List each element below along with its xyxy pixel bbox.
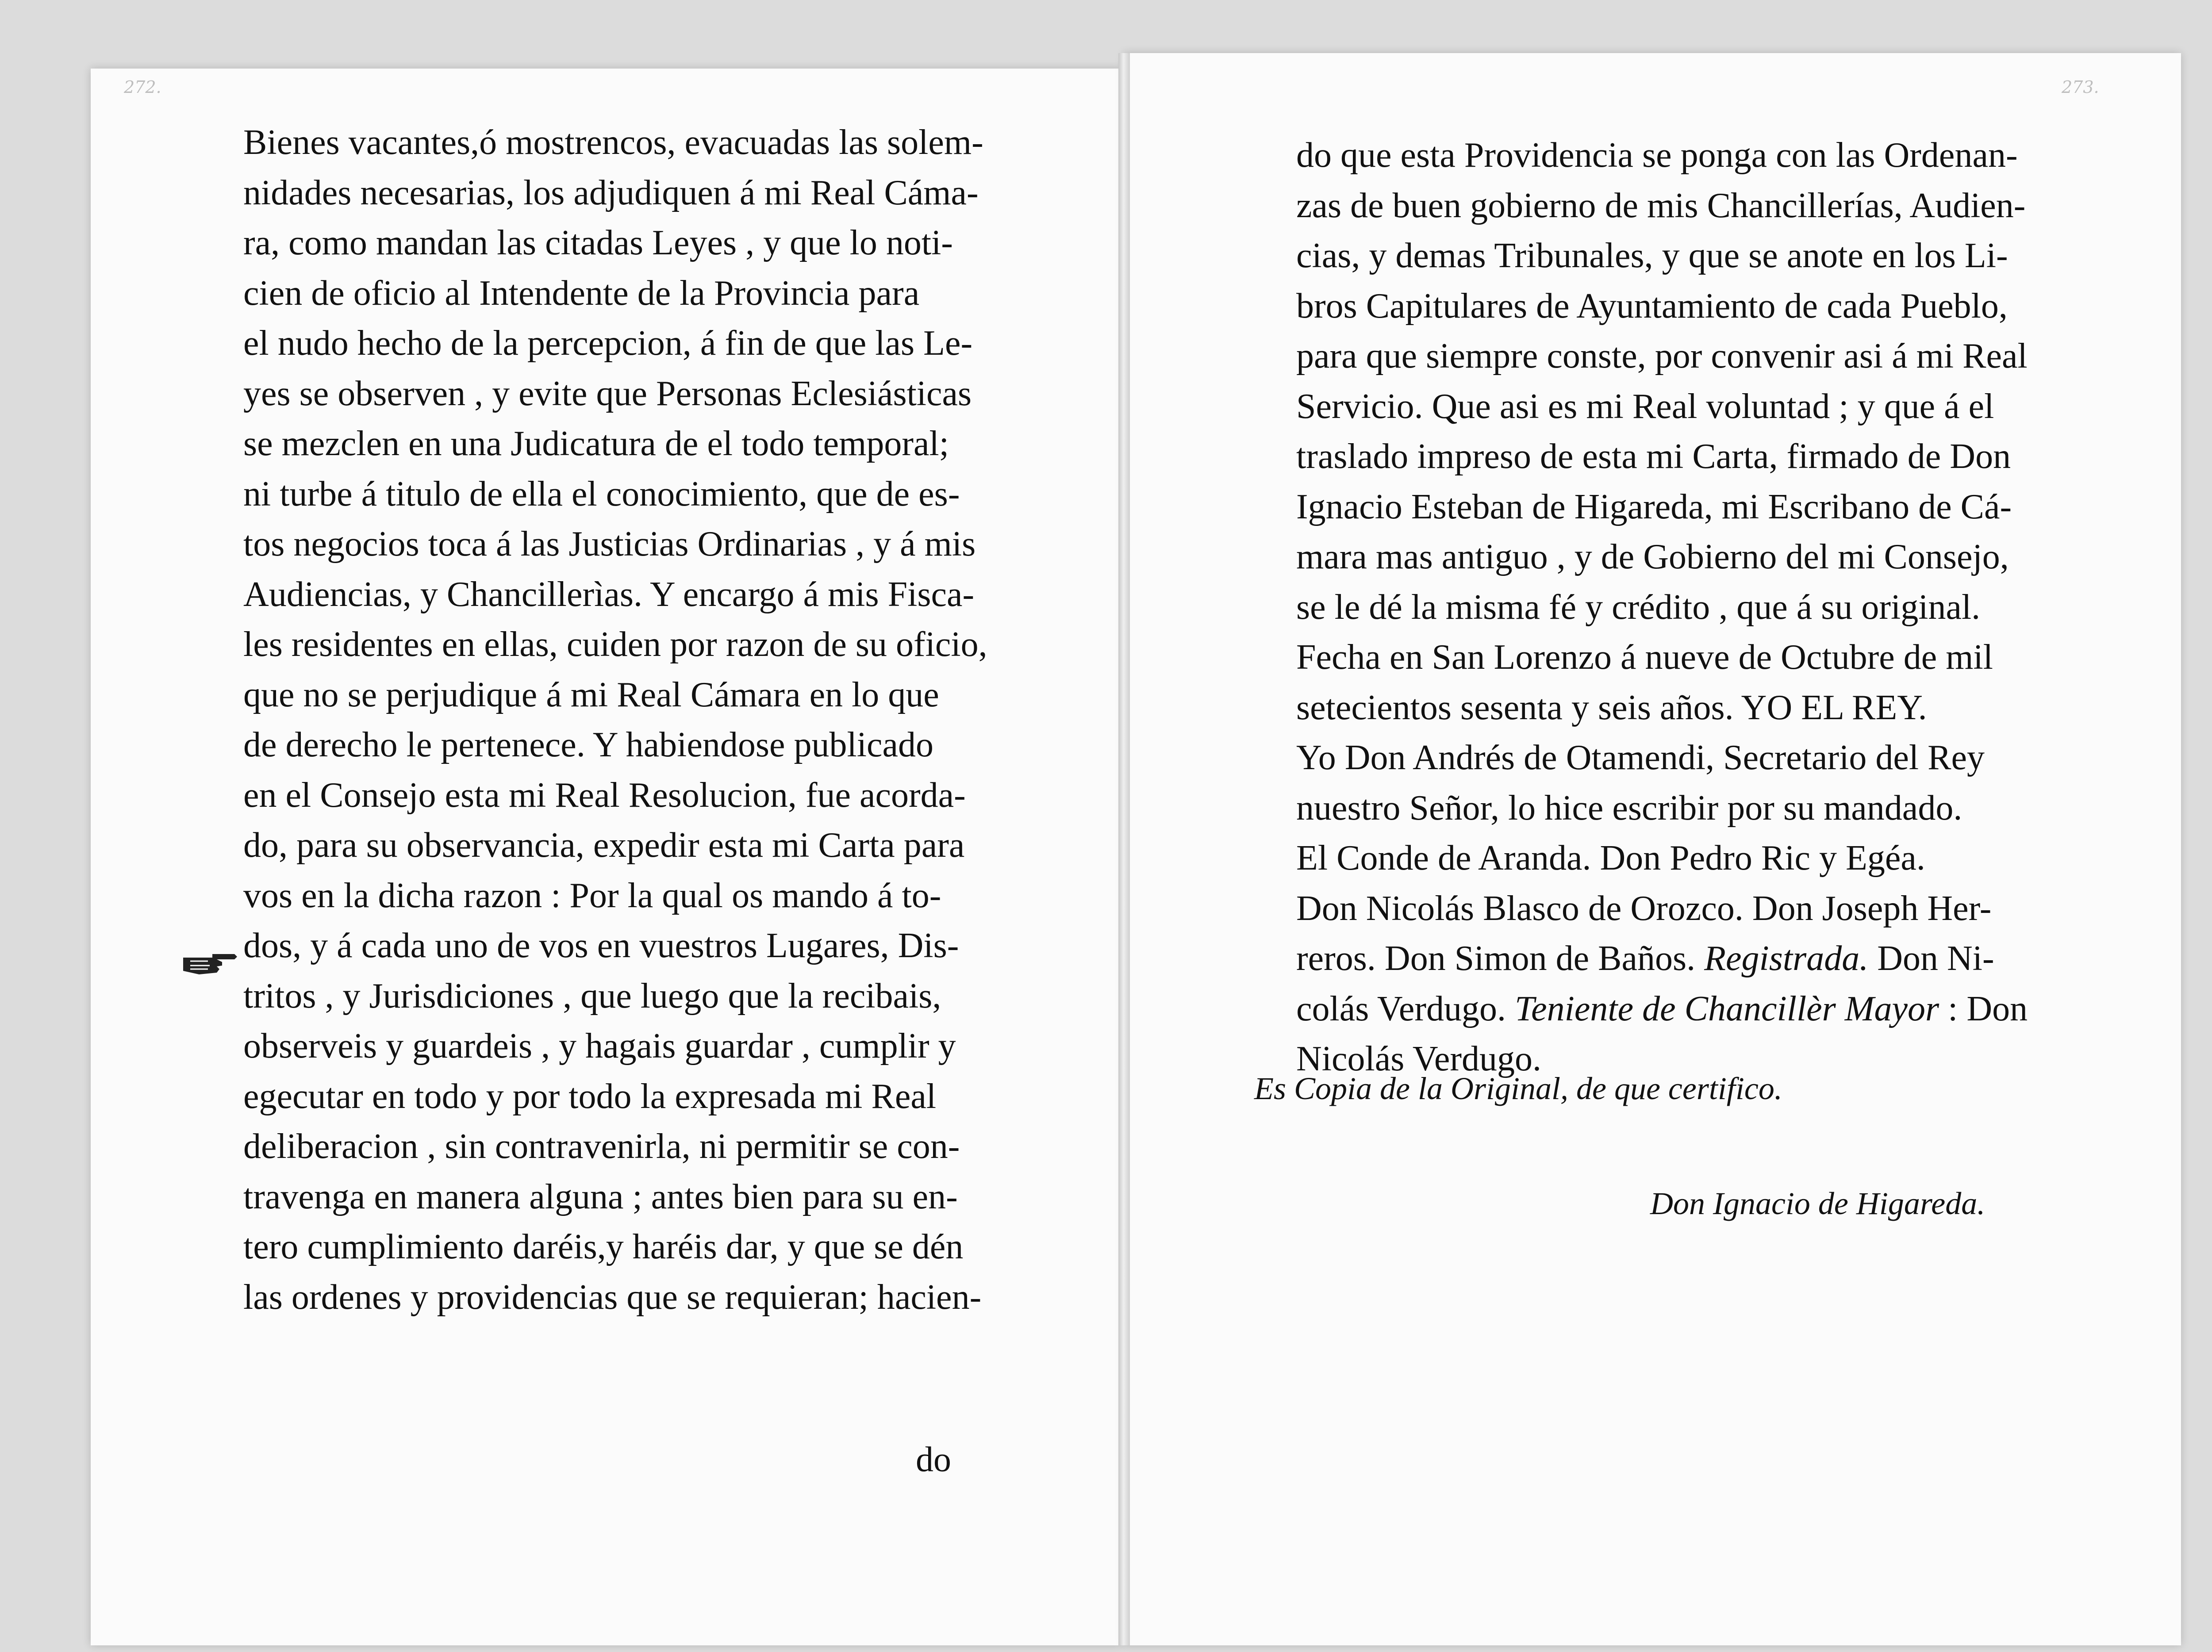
left-text-line: tritos , y Jurisdiciones , que luego que la recibais, xyxy=(243,976,941,1016)
left-page-text xyxy=(243,118,987,1322)
right-text-line: traslado impreso de esta mi Carta, firmado de Don xyxy=(1296,437,2011,476)
right-text-line: Yo Don Andrés de Otamendi, Secretario del Rey xyxy=(1296,738,1985,777)
left-text-line: cien de oficio al Intendente de la Provincia para xyxy=(243,273,920,313)
left-text-line: vos en la dicha razon : Por la qual os mando á to- xyxy=(243,876,941,915)
right-text-line: El Conde de Aranda. Don Pedro Ric y Egéa. xyxy=(1296,839,1925,878)
line-part: colás Verdugo. xyxy=(1296,989,1515,1028)
right-text-line: para que siempre conste, por convenir asi á mi Real xyxy=(1296,337,2028,376)
manicule-pointing-hand-icon xyxy=(181,949,239,980)
folio-number-left: 272. xyxy=(124,77,161,97)
left-text-line: que no se perjudique á mi Real Cámara en lo que xyxy=(243,675,939,714)
right-text-line: Servicio. Que asi es mi Real voluntad ; y que á el xyxy=(1296,387,1994,426)
left-text-line: travenga en manera alguna ; antes bien para su en- xyxy=(243,1177,958,1216)
right-text-line: Don Nicolás Blasco de Orozco. Don Joseph Her- xyxy=(1296,889,1992,928)
left-text-line: se mezclen en una Judicatura de el todo temporal; xyxy=(243,424,949,463)
left-text-line: deliberacion , sin contravenirla, ni permitir se con- xyxy=(243,1127,960,1166)
left-text-line: Bienes vacantes,ó mostrencos, evacuadas las solem- xyxy=(243,123,983,162)
left-text-line: yes se observen , y evite que Personas Eclesiásticas xyxy=(243,374,972,413)
registrada-italic: Registrada. xyxy=(1695,939,1869,978)
right-text-line: setecientos sesenta y seis años. YO EL REY. xyxy=(1296,688,1927,727)
left-text-line: egecutar en todo y por todo la expresada mi Real xyxy=(243,1077,937,1116)
book-gutter xyxy=(1118,53,1130,1645)
right-page-text xyxy=(1296,130,2028,1085)
catchword: do xyxy=(916,1440,951,1479)
left-text-line: do, para su observancia, expedir esta mi Carta para xyxy=(243,826,965,865)
certification-italic: Es Copia de la Original xyxy=(1254,1071,1561,1106)
left-text-line: ra, como mandan las citadas Leyes , y que lo noti- xyxy=(243,223,953,262)
right-text-line: reros. Don Simon de Baños. Registrada. Don Ni- xyxy=(1296,939,1994,978)
signature-line: Don Ignacio de Higareda. xyxy=(1650,1186,1985,1221)
left-text-line: las ordenes y providencias que se requieran; hacien- xyxy=(243,1277,982,1317)
right-text-line: zas de buen gobierno de mis Chancillerías, Audien- xyxy=(1296,186,2026,225)
right-text-line: bros Capitulares de Ayuntamiento de cada Pueblo, xyxy=(1296,286,2008,326)
right-text-line: se le dé la misma fé y crédito , que á su original. xyxy=(1296,587,1981,627)
left-text-line: les residentes en ellas, cuiden por razon de su oficio, xyxy=(243,625,987,664)
certification-rest: , de que certifico. xyxy=(1560,1071,1782,1106)
folio-number-right: 273. xyxy=(2062,77,2099,97)
right-text-line: Fecha en San Lorenzo á nueve de Octubre de mil xyxy=(1296,638,1993,677)
left-text-line: Audiencias, y Chancillerìas. Y encargo á mis Fisca- xyxy=(243,575,975,614)
right-text-line xyxy=(1296,984,2028,1035)
left-text-line: tos negocios toca á las Justicias Ordinarias , y á mis xyxy=(243,525,976,563)
right-text-line: Nicolás Verdugo. xyxy=(1296,1039,1541,1078)
left-text-line: de derecho le pertenece. Y habiendose publicado xyxy=(243,725,933,764)
line-part: : Don xyxy=(1939,989,2028,1028)
right-text-line: mara mas antiguo , y de Gobierno del mi Consejo, xyxy=(1296,537,2009,576)
left-text-line: en el Consejo esta mi Real Resolucion, fue acorda- xyxy=(243,775,966,815)
left-text-line: el nudo hecho de la percepcion, á fin de que las Le- xyxy=(243,324,973,363)
left-text-line: ni turbe á titulo de ella el conocimiento, que de es- xyxy=(243,474,960,514)
right-text-line: nuestro Señor, lo hice escribir por su mandado. xyxy=(1296,788,1962,828)
registrada-end: Don Ni- xyxy=(1868,939,1994,978)
left-text-line: dos, y á cada uno de vos en vuestros Lugares, Dis- xyxy=(243,926,959,965)
teniente-italic: Teniente de Chancillèr Mayor xyxy=(1514,989,1939,1028)
certification-line xyxy=(1254,1070,1782,1107)
left-text-line: observeis y guardeis , y hagais guardar , cumplir y xyxy=(243,1027,956,1066)
left-text-line: nidades necesarias, los adjudiquen á mi Real Cáma- xyxy=(243,173,979,212)
right-text-line: do que esta Providencia se ponga con las Ordenan- xyxy=(1296,136,2018,175)
right-text-line: cias, y demas Tribunales, y que se anote en los Li- xyxy=(1296,236,2008,275)
right-text-line: Ignacio Esteban de Higareda, mi Escribano de Cá- xyxy=(1296,487,2012,526)
left-text-line: tero cumplimiento daréis,y haréis dar, y que se dén xyxy=(243,1227,964,1266)
